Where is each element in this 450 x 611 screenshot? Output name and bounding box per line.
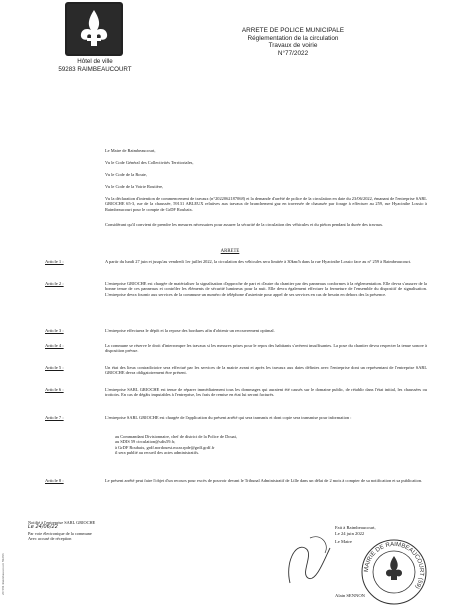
article-3-label: Article 3 : — [45, 328, 64, 333]
svg-text:MAIRIE DE RAIMBEAUCOURT (59): MAIRIE DE RAIMBEAUCOURT (59) — [363, 541, 425, 590]
signature-date: Le 24 juin 2022 — [335, 530, 365, 536]
notification-line: Avec accusé de réception — [28, 536, 72, 542]
title-line-3: Travaux de voirie — [268, 42, 318, 50]
vu-line-4: Vu la déclaration d'intention de commencement de travaux (n°2022062187068) et la demande d'arrêté de police de la circulation en date du 23/06/2022, émanant de l'entreprise SARL GRIOCHE 65-3, rue de la chaussée, 59131 ABLEUX relatives aux travaux de branchement gaz en traversée de chaussée par forage à effectuer au 259, rue Hyacinthe Lossio à Raimbeaucourt pour le compte de GrDF Roubaix. — [105, 196, 427, 212]
signature-place: Fait à Raimbeaucourt, — [335, 525, 376, 530]
article-1-label: Article 1 : — [45, 259, 64, 264]
article-2-label: Article 2 : — [45, 281, 64, 286]
signature-name: Alain SENNON — [335, 592, 365, 598]
article-1-text: A partir du lundi 27 juin et jusqu'au vendredi 1er juillet 2022, la circulation des véhicules sera limitée à 30km/h dans la rue Hyacinthe Lossio face au n° 259 à Raimbeaucourt. — [105, 259, 412, 264]
hotel-line: Hôtel de ville — [77, 58, 113, 65]
article-3-text: L'entreprise effectuera le dépôt et la repose des bordures afin d'obtenir un recouvrement optimal. — [105, 328, 275, 333]
article-6-text: L'entreprise SARL GRIOCHE est tenue de réparer immédiatement tous les dommages qui auraient été causés sur le domaine public, de rétablir dans l'état initial, les chaussées ou trottoirs. En cas de dégâts imputables à l'entreprise, les frais de remise en état lui seront facturés. — [105, 387, 427, 398]
notification-line: Notifié à l'entreprise SARL GRIOCHE — [28, 520, 96, 525]
notification-block — [28, 520, 138, 542]
article-6-label: Article 6 : — [45, 387, 64, 392]
list-item: au Commandant Divisionnaire, chef de district de la Police de Douai, — [115, 434, 237, 439]
mayor-line: Le Maire de Raimbeaucourt, — [105, 148, 156, 153]
article-8-text: Le présent arrêté peut faire l'objet d'un recours pour excès de pouvoir devant le Tribunal Administratif de Lille dans un délai de 2 mois à compter de sa notification et sa publication. — [105, 478, 423, 483]
notification-line: Par voie électronique de la commune — [28, 530, 92, 536]
signature-scribble — [280, 528, 340, 588]
document-title — [228, 27, 358, 57]
list-item: il sera publié au recueil des actes administratifs. — [115, 449, 200, 455]
list-item: à GrDF Roubaix, grdf.nordouest.mcar.rpde@grdf.grdf.fr — [115, 444, 215, 450]
hotel-address: 59283 RAIMBEAUCOURT — [58, 65, 132, 73]
article-7-label: Article 7 : — [45, 415, 64, 420]
vu-line-1: Vu le Code Général des Collectivités Territoriales, — [105, 160, 194, 165]
mairie-stamp — [360, 538, 428, 606]
article-7-text: L'entreprise SARL GRIOCHE est chargée de l'application du présent arrêté qui sera transmis et dont copie sera transmise pour information : — [105, 415, 352, 420]
article-4-text: La commune se réserve le droit d'interrompre les travaux si les mesures prises pour le repos des habitants s'avèrent insuffisantes. La pose du chantier devra respecter la tenue sonore à disposition prévue. — [105, 343, 427, 354]
list-item: au SDIS 59 circulation@sdis59.fr, — [115, 439, 176, 445]
article-5-label: Article 5 : — [45, 365, 64, 370]
article-2-text: L'entreprise GRIOCHE est chargée de matérialiser la signalisation d'approche de part et d'autre du chantier par des panneaux conformes à la réglementation. Elle devra s'assurer de la bonne tenue de ces panneaux et contrôler les éléments de sécurité lumineux pour la nuit. Elle devra également effectuer la fermeture de l'ensemble du dispositif de signalisation. L'entreprise devra fournir aux services de la commune un numéro de téléphone d'astreinte pour appel de ses services en cas de besoin en dehors des la présence. — [105, 281, 427, 297]
article-8-label: Article 8 : — [45, 478, 64, 483]
article-7-list — [115, 434, 415, 455]
article-5-text: Un état des lieux contradictoire sera effectué par les services de la mairie avant et après les travaux aux dates définies avec l'entreprise dont un représentant de l'entreprise SARL GRIOCHE devra obligatoirement être présent. — [105, 365, 427, 376]
vu-line-2: Vu le Code de la Route, — [105, 172, 147, 177]
article-4-label: Article 4 : — [45, 343, 64, 348]
notification-date: Le 24/06/22 — [28, 524, 58, 531]
vu-line-3: Vu le Code de la Voirie Routière, — [105, 184, 164, 189]
arrete-heading: ARRETE — [220, 249, 240, 254]
hotel-de-ville-label — [58, 58, 132, 73]
title-line-4: N°77/2022 — [277, 49, 309, 57]
title-line-1: ARRETE DE POLICE MUNICIPALE — [241, 27, 345, 34]
margin-note: 20 581 Raimbeaucourt 59283 — [1, 553, 5, 595]
fleur-de-lis-crest — [65, 2, 123, 56]
considerant: Considérant qu'il convient de prendre les mesures nécessaires pour assurer la sécurité de la circulation des véhicules et du piéton pendant la durée des travaux. — [105, 222, 384, 227]
title-line-2: Réglementation de la circulation — [247, 34, 339, 42]
signature-role: Le Maire — [335, 539, 352, 545]
